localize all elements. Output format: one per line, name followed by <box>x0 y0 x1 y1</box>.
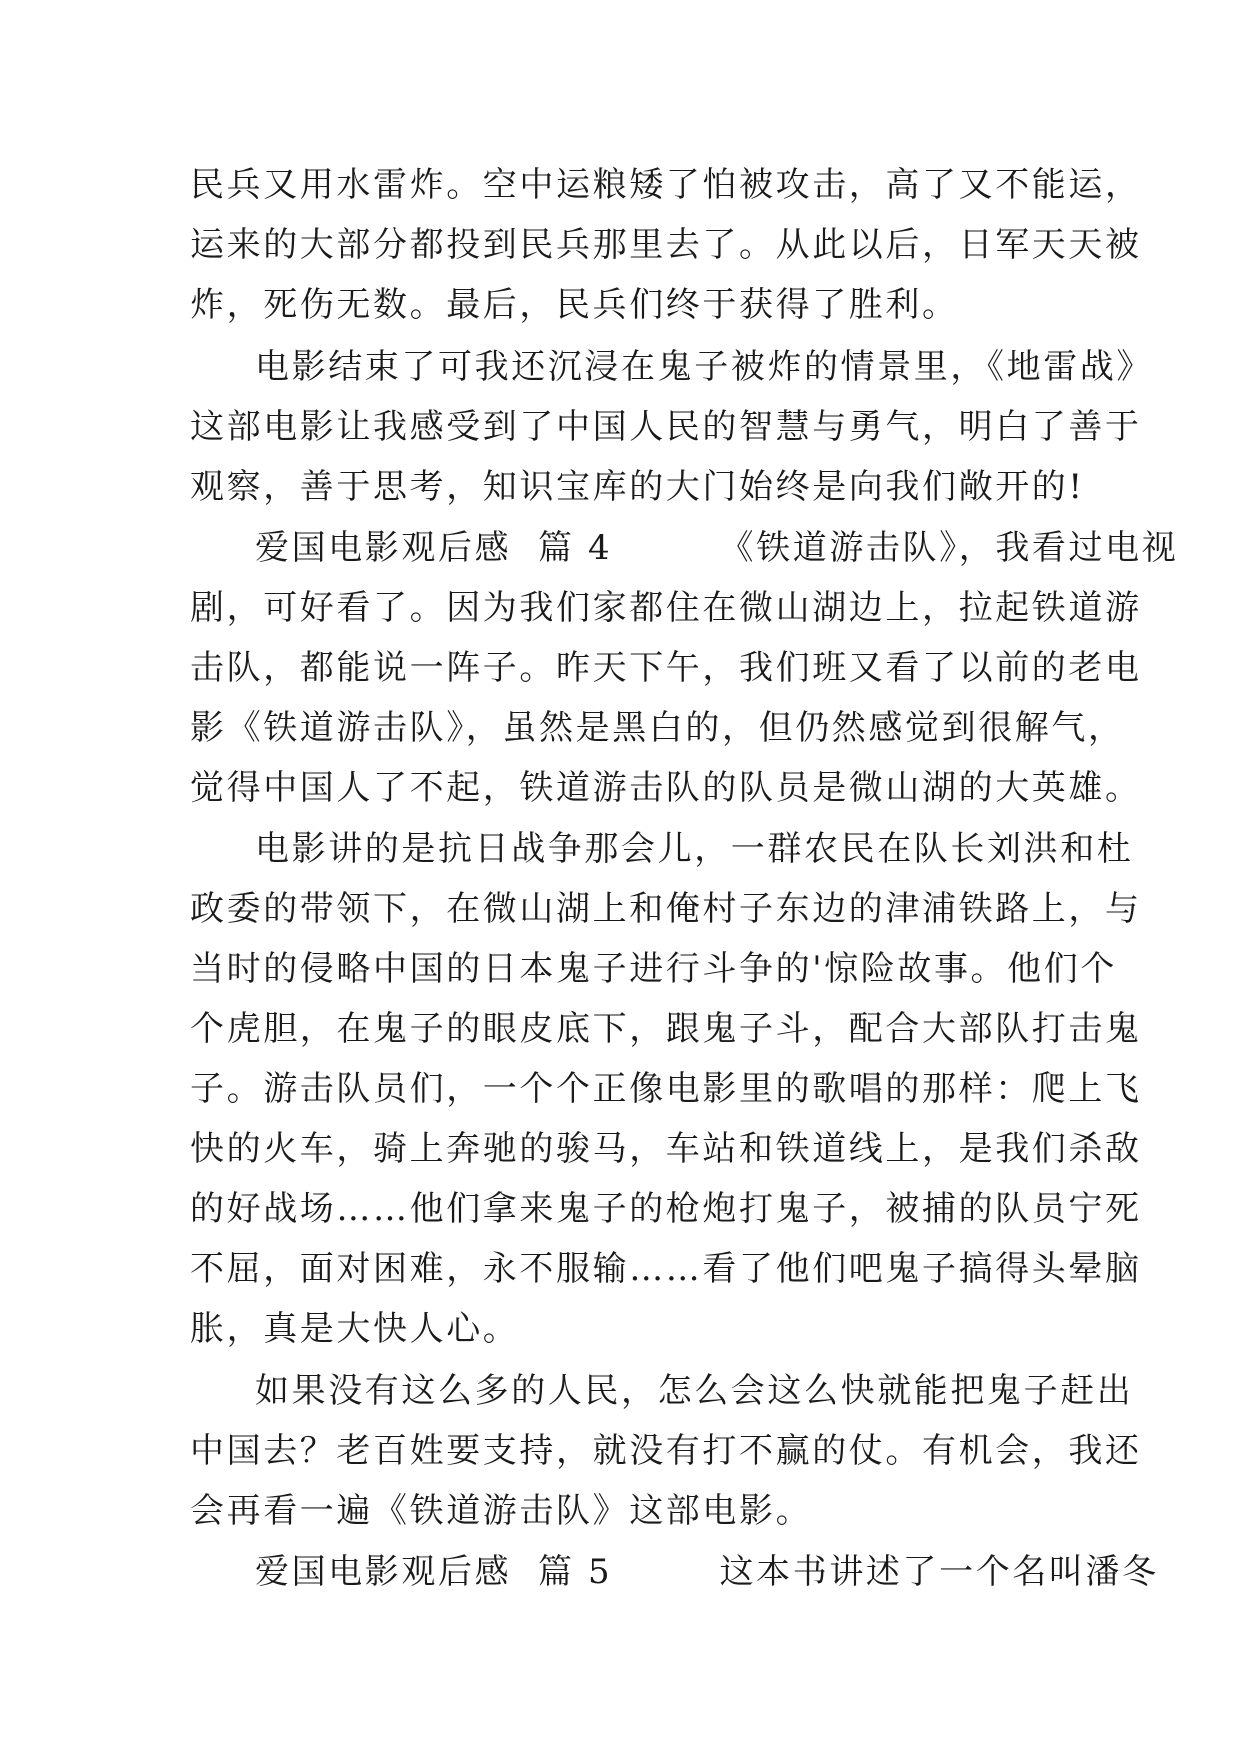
text-line: 炸，死伤无数。最后，民兵们终于获得了胜利。 <box>190 285 959 325</box>
text-line: 这部电影让我感受到了中国人民的智慧与勇气，明白了善于 <box>190 407 1142 447</box>
text-line: 当时的侵略中国的日本鬼子进行斗争的'惊险故事。他们个 <box>190 949 1117 989</box>
text-line: 影《铁道游击队》，虽然是黑白的，但仍然感觉到很解气， <box>190 708 1125 748</box>
paragraph-first-line: 电影讲的是抗日战争那会儿，一群农民在队长刘洪和杜 <box>255 829 1134 869</box>
text-line: 运来的大部分都投到民兵那里去了。从此以后，日军天天被 <box>190 225 1142 265</box>
text-line: 政委的带领下，在微山湖上和俺村子东边的津浦铁路上，与 <box>190 889 1142 929</box>
text-line: 快的火车，骑上奔驰的骏马，车站和铁道线上，是我们杀敌 <box>190 1129 1142 1169</box>
paragraph-first-line: 电影结束了可我还沉浸在鬼子被炸的情景里，《地雷战》 <box>255 347 1153 387</box>
text-line: 剧，可好看了。因为我们家都住在微山湖边上，拉起铁道游 <box>190 588 1142 628</box>
text-line: 觉得中国人了不起，铁道游击队的队员是微山湖的大英雄。 <box>190 768 1142 808</box>
text-line: 击队，都能说一阵子。昨天下午，我们班又看了以前的老电 <box>190 648 1142 688</box>
text-line: 中国去？老百姓要支持，就没有打不赢的仗。有机会，我还 <box>190 1431 1142 1471</box>
text-line: 的好战场……他们拿来鬼子的枪炮打鬼子，被捕的队员宁死 <box>190 1189 1142 1229</box>
paragraph-first-line: 如果没有这么多的人民，怎么会这么快就能把鬼子赶出 <box>255 1371 1134 1411</box>
text-line: 子。游击队员们，一个个正像电影里的歌唱的那样：爬上飞 <box>190 1069 1142 1109</box>
text-line: 不屈，面对困难，永不服输……看了他们吧鬼子搞得头晕脑 <box>190 1249 1142 1289</box>
section-heading-line: 爱国电影观后感 篇 5 这本书讲述了一个名叫潘冬 <box>255 1552 1159 1592</box>
text-line: 胀，真是大快人心。 <box>190 1309 520 1349</box>
text-line: 观察，善于思考，知识宝库的大门始终是向我们敞开的! <box>190 467 1085 507</box>
text-line: 会再看一遍《铁道游击队》这部电影。 <box>190 1491 813 1531</box>
text-line: 民兵又用水雷炸。空中运粮矮了怕被攻击，高了又不能运， <box>190 165 1142 205</box>
text-line: 个虎胆，在鬼子的眼皮底下，跟鬼子斗，配合大部队打击鬼 <box>190 1009 1142 1049</box>
section-heading-line: 爱国电影观后感 篇 4 《铁道游击队》，我看过电视 <box>255 528 1179 568</box>
